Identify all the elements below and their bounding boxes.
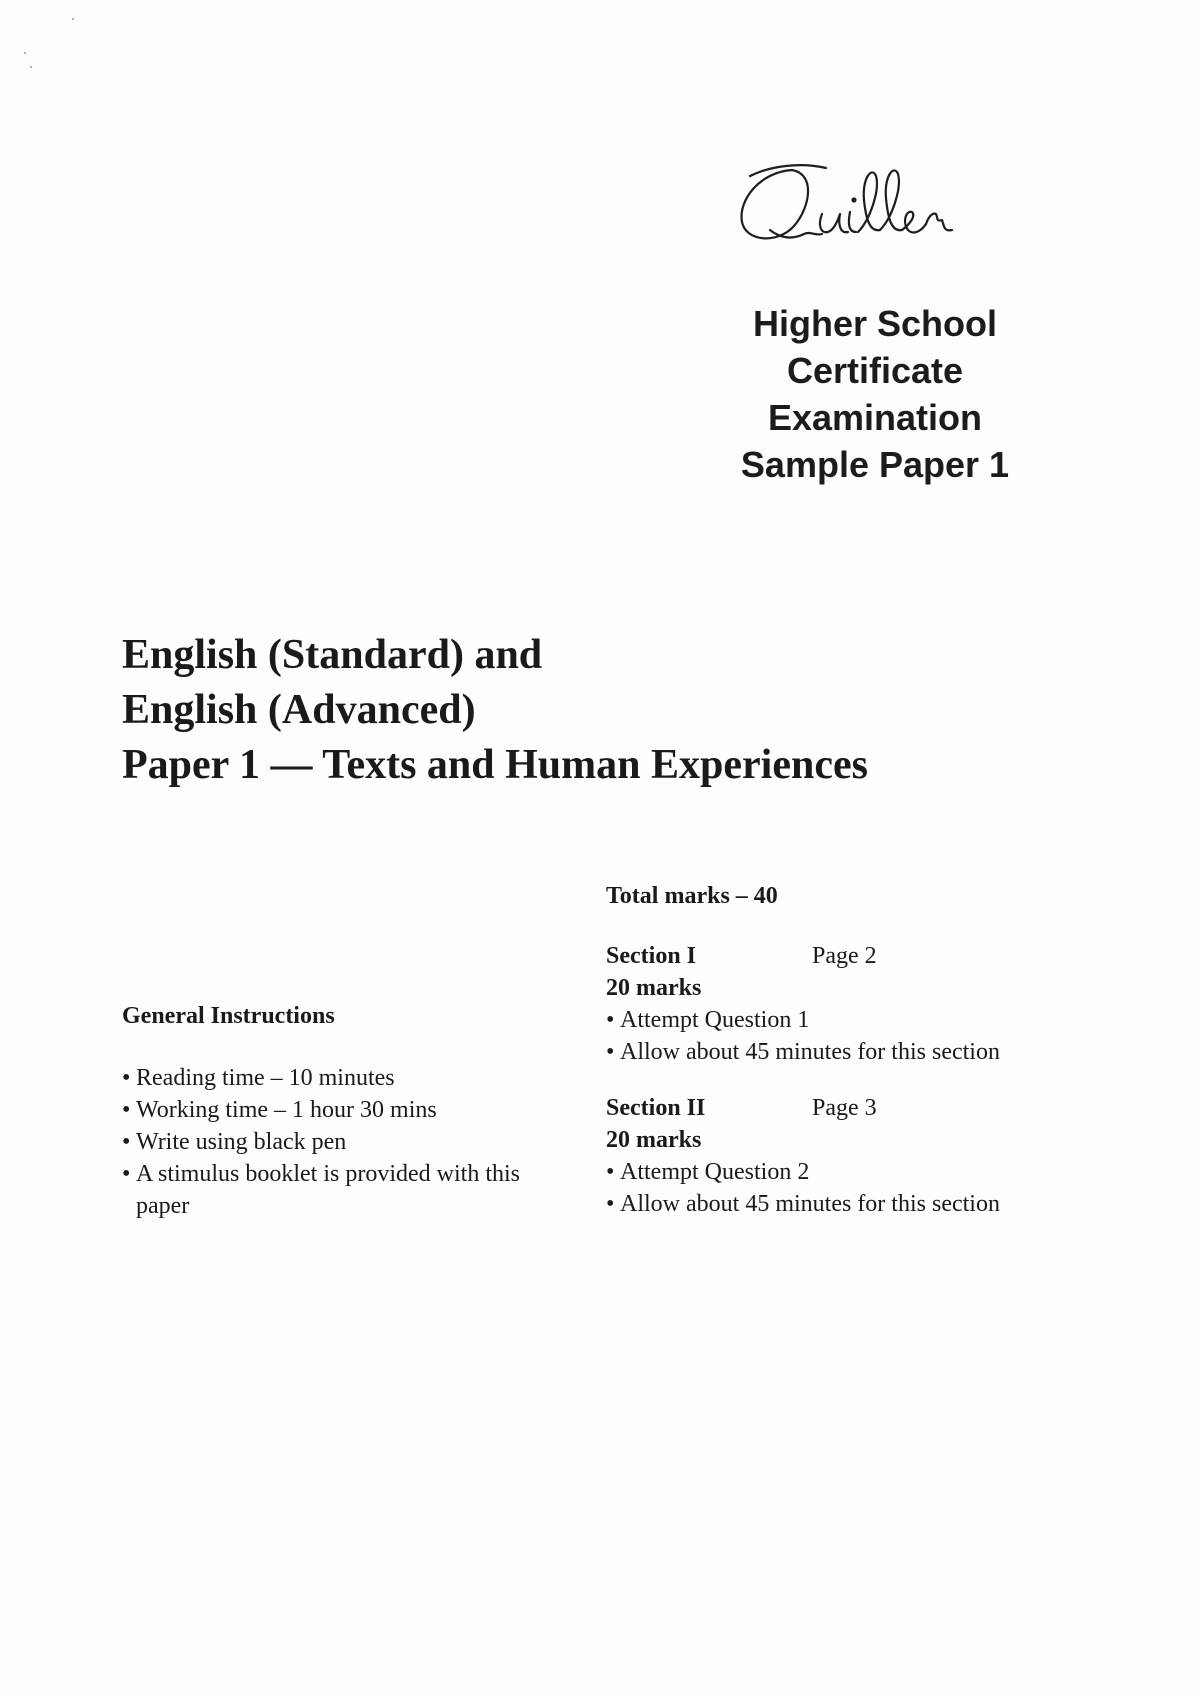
section-item: • Attempt Question 1 (606, 1004, 1086, 1036)
instruction-item: • A stimulus booklet is provided with this paper (122, 1158, 562, 1222)
paper-title-line: English (Advanced) (122, 687, 476, 733)
section-one (606, 940, 1086, 1068)
quiller-logo (730, 150, 1020, 260)
paper-title (122, 628, 868, 793)
instructions-heading: General Instructions (122, 1003, 335, 1029)
paper-title-line: English (Standard) and (122, 632, 543, 678)
exam-title-line: Examination (767, 397, 983, 438)
section-header (606, 1092, 1086, 1124)
section-two (606, 1092, 1086, 1220)
section-page: Page 3 (812, 1095, 877, 1121)
instruction-item: • Write using black pen (122, 1126, 562, 1158)
section-name: Section I (606, 943, 696, 969)
scan-speck (30, 66, 32, 68)
section-name: Section II (606, 1095, 706, 1121)
exam-title (690, 300, 1060, 488)
section-item: • Allow about 45 minutes for this section (606, 1188, 1086, 1220)
section-items (606, 1004, 1086, 1068)
marks-summary (606, 880, 1086, 1244)
paper-title-line: Paper 1 — Texts and Human Experiences (122, 742, 868, 788)
exam-title-line: Higher School (752, 303, 998, 344)
instructions-list (122, 1062, 562, 1222)
total-marks: Total marks – 40 (606, 883, 778, 909)
section-item: • Allow about 45 minutes for this section (606, 1036, 1086, 1068)
section-marks: 20 marks (606, 1127, 702, 1153)
scan-speck (24, 52, 26, 54)
section-items (606, 1156, 1086, 1220)
scan-speck (72, 18, 74, 20)
section-marks: 20 marks (606, 975, 702, 1001)
exam-title-line: Certificate (786, 350, 964, 391)
general-instructions (122, 1000, 562, 1222)
section-page: Page 2 (812, 943, 877, 969)
section-header (606, 940, 1086, 972)
instruction-item: • Working time – 1 hour 30 mins (122, 1094, 562, 1126)
instruction-item: • Reading time – 10 minutes (122, 1062, 562, 1094)
section-item: • Attempt Question 2 (606, 1156, 1086, 1188)
exam-title-line: Sample Paper 1 (740, 444, 1010, 485)
